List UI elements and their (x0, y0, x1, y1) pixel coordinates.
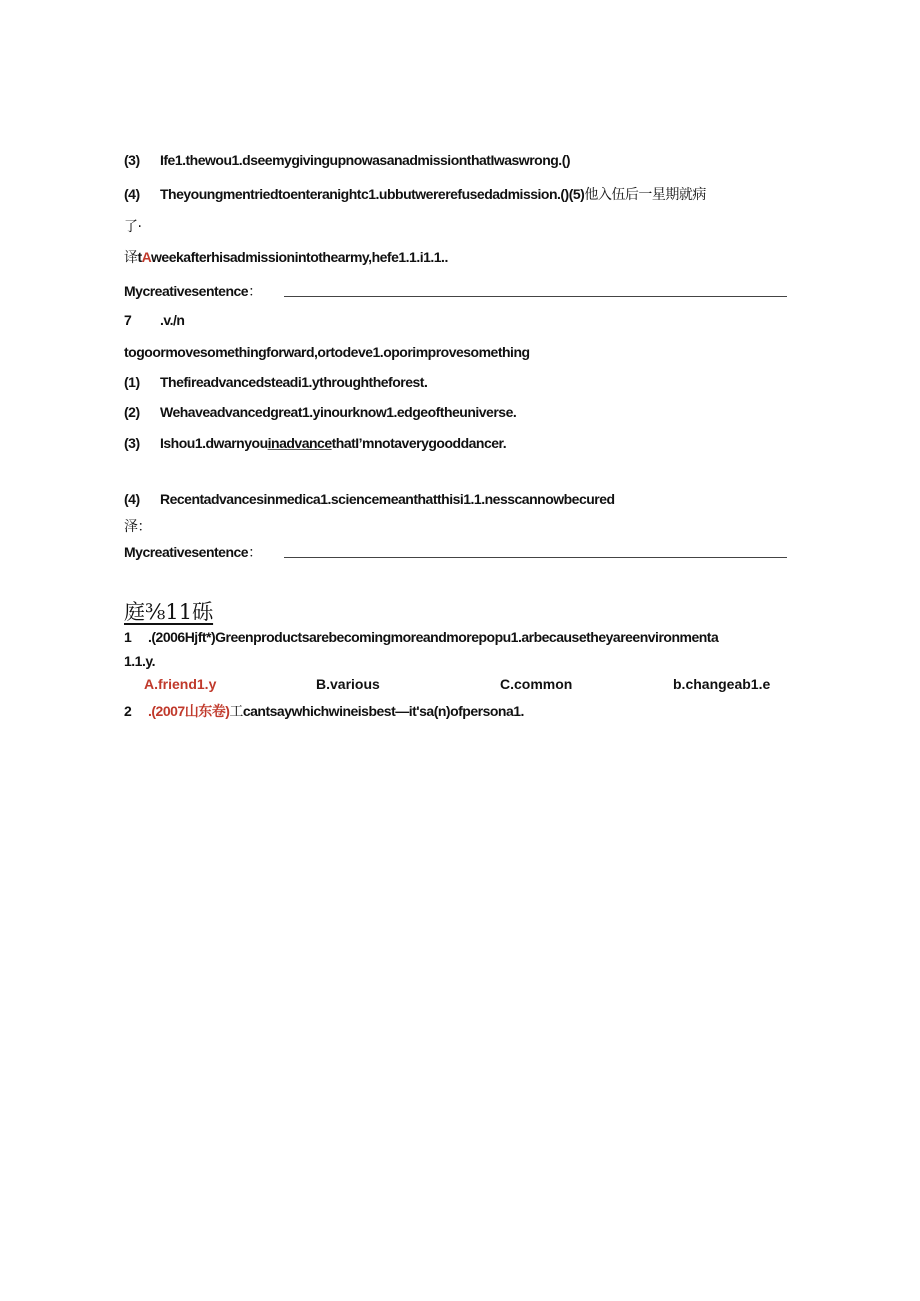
question-1-wrap: 1.1.y. (124, 653, 155, 669)
translation-text: weekafterhisadmissionintothearmy,hefe1.1.i1.1.. (151, 249, 448, 265)
underlined-phrase: inadvance (267, 435, 332, 451)
option-c[interactable]: C.common (500, 676, 573, 692)
creative-sentence-blank-1[interactable] (284, 296, 787, 297)
question-2 (124, 701, 524, 721)
item-number: (3) (124, 152, 140, 168)
example-4-admission (124, 184, 706, 204)
sentence-text: Ife1.thewou1.dseemygivingupnowasanadmissionthatIwaswrong.() (160, 152, 571, 168)
advance-example-4 (124, 491, 615, 507)
creative-colon: ： (248, 284, 262, 300)
advance-example-2 (124, 404, 516, 420)
sentence-text: Thefireadvancedsteadi1.ythroughtheforest. (160, 374, 428, 390)
section-heading: 庭⅜11砾 (124, 600, 214, 624)
sentence-text: Wehaveadvancedgreat1.yinourknow1.edgeoftheuniverse. (160, 404, 517, 420)
part-of-speech: .v./n (160, 312, 185, 328)
option-b[interactable]: B.various (316, 676, 380, 692)
sentence-post: thatI’mnotaverygooddancer. (331, 435, 507, 451)
item-number: (4) (124, 491, 140, 507)
creative-label-text: Mycreativesentence (124, 283, 249, 299)
chinese-prompt: 他入伍后一星期就病 (584, 187, 706, 203)
creative-sentence-blank-2[interactable] (284, 557, 787, 558)
translation-red-mark: A (141, 249, 152, 265)
example-3-admission (124, 152, 570, 168)
word-entry-7 (124, 312, 184, 328)
chinese-prompt-wrap: 了· (124, 219, 142, 235)
translation-prefix: t (137, 249, 142, 265)
creative-colon: ： (248, 545, 262, 561)
question-cn-char: 工 (229, 704, 243, 720)
translation-line (124, 247, 448, 267)
translate-label: 译 (124, 250, 138, 266)
advance-example-3 (124, 435, 506, 451)
item-number: (1) (124, 374, 140, 390)
sentence-text: Recentadvancesinmedica1.sciencemeanthatthisi1.1.nesscannowbecured (160, 491, 615, 507)
creative-sentence-label-2 (124, 542, 262, 562)
question-number: 1 (124, 629, 132, 645)
sentence-text: Theyoungmentriedtoenteranightc1.ubbutwererefusedadmission.()(5) (160, 186, 585, 202)
question-source: .(2007山东卷) (148, 703, 230, 719)
item-number: (2) (124, 404, 140, 420)
advance-example-1 (124, 374, 427, 390)
option-a[interactable]: A.friend1.y (144, 676, 217, 692)
word-definition: togoormovesomethingforward,ortodeve1.oporimprovesomething (124, 344, 530, 360)
translate-label-2: 泽： (124, 519, 151, 535)
creative-label-text: Mycreativesentence (124, 544, 249, 560)
option-d[interactable]: b.changeab1.e (673, 676, 771, 692)
sentence-pre: Ishou1.dwarnyou (160, 435, 268, 451)
word-number: 7 (124, 312, 132, 328)
question-text: cantsaywhichwineisbest—it'sa(n)ofpersona1. (242, 703, 524, 719)
question-number: 2 (124, 703, 132, 719)
question-1 (124, 629, 718, 645)
item-number: (4) (124, 186, 140, 202)
question-text: .(2006Hjft*)Greenproductsarebecomingmoreandmorepopu1.arbecausetheyareenvironmenta (148, 629, 719, 645)
item-number: (3) (124, 435, 140, 451)
creative-sentence-label-1 (124, 281, 262, 301)
